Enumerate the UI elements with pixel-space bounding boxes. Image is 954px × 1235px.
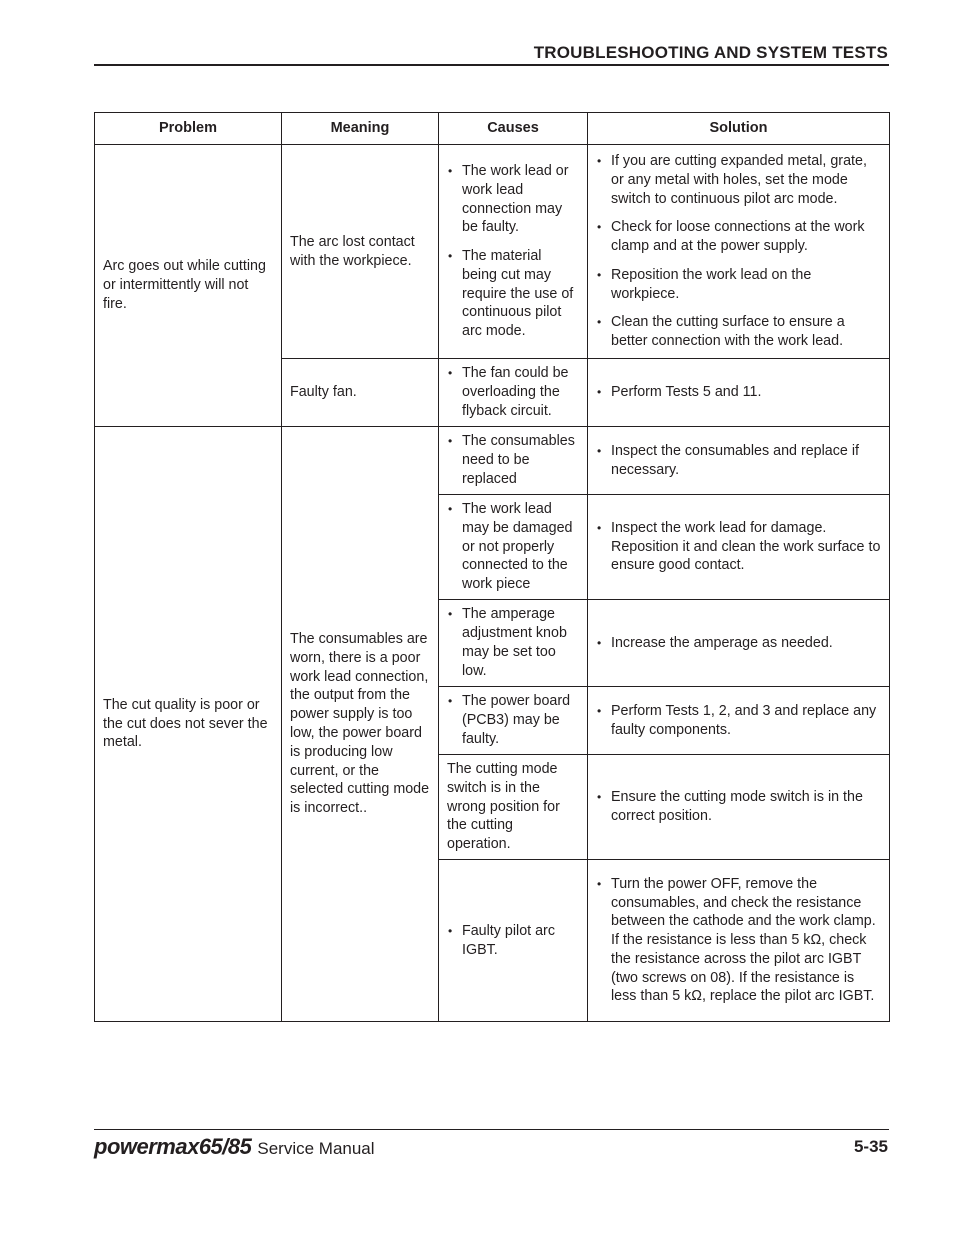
causes-cell [439,427,588,495]
causes-cell [439,600,588,687]
causes-cell [439,359,588,427]
causes-cell [439,145,588,359]
cause-item: • Faulty pilot arc IGBT. [447,922,579,960]
column-header: Problem [95,113,282,145]
solution-cell [588,427,890,495]
column-header: Causes [439,113,588,145]
brand-logo: powermax65/85 [94,1134,252,1159]
causes-cell [439,495,588,600]
solution-item: • Inspect the work lead for damage. Reposition it and clean the work surface to ensure good contact. [596,519,881,575]
solution-item: • Clean the cutting surface to ensure a better connection with the work lead. [596,313,881,351]
table-row [95,427,890,495]
causes-cell [439,860,588,1022]
meaning-cell: The consumables are worn, there is a poor work lead connection, the output from the power supply is too low, the power board is producing low current, or the selected cutting mode is incorrect.. [282,427,439,1022]
solution-item: • Perform Tests 5 and 11. [596,383,881,402]
solution-cell [588,600,890,687]
solution-item: • Perform Tests 1, 2, and 3 and replace any faulty components. [596,702,881,740]
table-header-row [95,113,890,145]
column-header: Meaning [282,113,439,145]
causes-cell: The cutting mode switch is in the wrong position for the cutting operation. [439,755,588,860]
problem-cell: The cut quality is poor or the cut does not sever the metal. [95,427,282,1022]
solution-cell [588,359,890,427]
solution-item: • Increase the amperage as needed. [596,634,881,653]
page-number: 5-35 [853,1137,888,1156]
solution-item: • Inspect the consumables and replace if necessary. [596,442,881,480]
solution-item: • Reposition the work lead on the workpiece. [596,266,881,304]
cause-item: • The material being cut may require the use of continuous pilot arc mode. [447,247,579,341]
causes-cell [439,687,588,755]
solution-cell [588,495,890,600]
cause-item: • The work lead or work lead connection may be faulty. [447,162,579,237]
cause-item: • The fan could be overloading the flyback circuit. [447,364,579,420]
solution-item: • If you are cutting expanded metal, grate, or any metal with holes, set the mode switch to continuous pilot arc mode. [596,152,881,208]
meaning-cell: Faulty fan. [282,359,439,427]
cause-item: • The power board (PCB3) may be faulty. [447,692,579,748]
solution-item: • Ensure the cutting mode switch is in the correct position. [596,788,881,826]
cause-item: • The amperage adjustment knob may be set too low. [447,605,579,680]
section-title: TROUBLESHOOTING AND SYSTEM TESTS [533,43,888,62]
problem-cell: Arc goes out while cutting or intermittently will not fire. [95,145,282,427]
solution-cell [588,755,890,860]
solution-item: • Check for loose connections at the work clamp and at the power supply. [596,218,881,256]
cause-item: • The consumables need to be replaced [447,432,579,488]
footer-divider [94,1129,889,1130]
troubleshooting-table [94,112,890,1022]
table-row [95,145,890,359]
manual-label: Service Manual [257,1139,375,1158]
column-header: Solution [588,113,890,145]
solution-cell [588,687,890,755]
solution-cell [588,860,890,1022]
solution-item: • Turn the power OFF, remove the consumables, and check the resistance between the cathode and the work clamp. If the resistance is less than 5 kΩ, check the resistance across the pilot arc IGBT (two screws on 08). If the resistance is less than 5 kΩ, replace the pilot arc IGBT. [596,875,881,1007]
solution-cell [588,145,890,359]
footer-title [94,1134,375,1160]
header-divider [94,64,889,66]
meaning-cell: The arc lost contact with the workpiece. [282,145,439,359]
cause-item: • The work lead may be damaged or not properly connected to the work piece [447,500,579,594]
